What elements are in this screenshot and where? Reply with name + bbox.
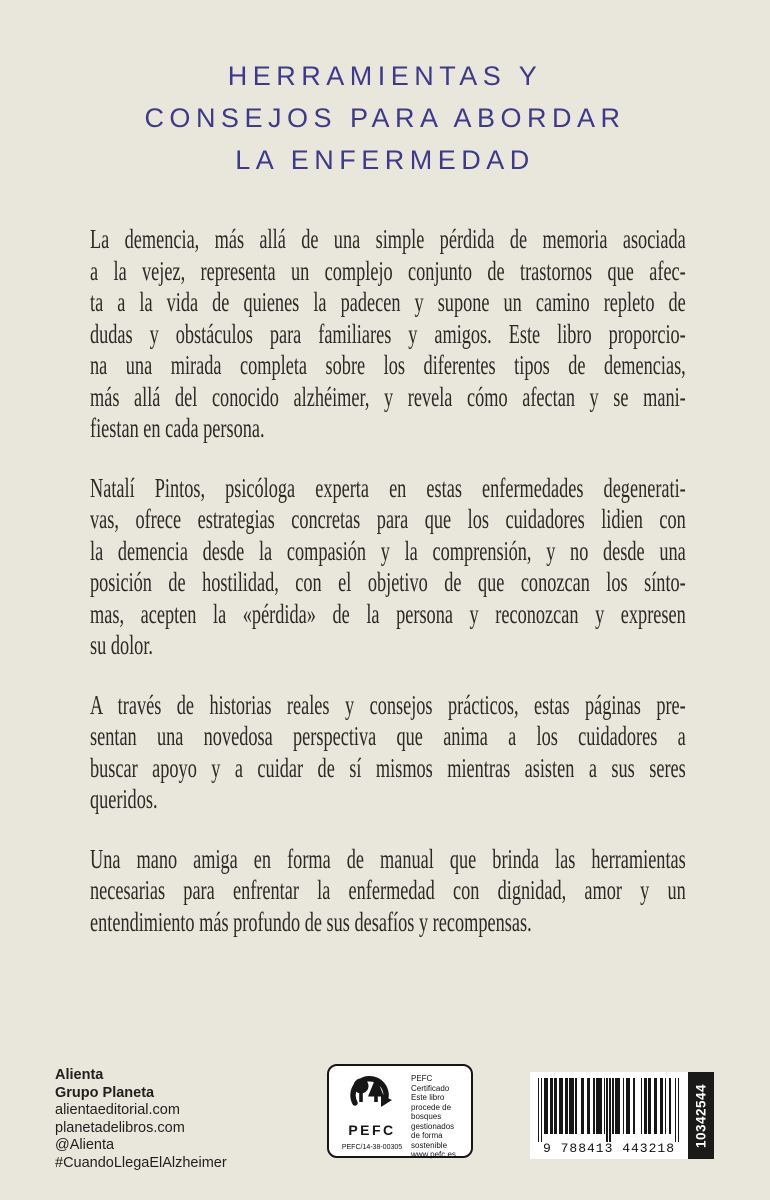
pefc-certified-label: PEFC Certificado — [411, 1074, 450, 1093]
synopsis-line: mas, acepten la «pérdida» de la persona y reconozcan y expresen — [90, 598, 686, 629]
pefc-license-code: PEFC/14-38-00305 — [341, 1144, 403, 1151]
barcode-bar — [644, 1078, 647, 1134]
synopsis-line: a la vejez, representa un complejo conjunto de trastornos que afec- — [90, 255, 686, 286]
barcode-bar — [593, 1078, 594, 1134]
synopsis-line: La demencia, más allá de una simple pérdida de memoria asociada — [90, 224, 686, 254]
product-code-strip — [688, 1072, 714, 1159]
barcode-bar — [665, 1078, 666, 1134]
barcode-bar — [609, 1078, 610, 1142]
synopsis-line: más allá del conocido alzhéimer, y revela cómo afectan y se mani- — [90, 381, 686, 412]
synopsis-line: vas, ofrece estrategias concretas para que los cuidadores lidien con — [90, 504, 686, 534]
synopsis-line: A través de historias reales y consejos prácticos, estas páginas pre- — [90, 689, 686, 720]
synopsis-line: la demencia desde la compasión y la comprensión, y no desde una — [90, 535, 686, 566]
synopsis-line: na una mirada completa sobre los diferentes tipos de demencias, — [90, 350, 686, 380]
pefc-trees-icon — [343, 1071, 401, 1116]
synopsis-line: ta a la vida de quienes la padecen y supone un camino repleto de — [90, 287, 686, 317]
barcode-bar — [544, 1078, 548, 1134]
synopsis-paragraph — [90, 473, 686, 662]
synopsis-line: dudas y obstáculos para familiares y amigos. Este libro proporcio- — [90, 318, 686, 349]
barcode-bar — [587, 1078, 590, 1134]
publisher-link: @Alienta — [55, 1137, 115, 1153]
publisher-link: alientaeditorial.com — [55, 1102, 180, 1118]
barcode-bar — [554, 1078, 557, 1134]
publisher-link: #CuandoLlegaElAlzheimer — [55, 1154, 227, 1171]
barcode-bar — [641, 1078, 642, 1134]
barcode-bar — [678, 1078, 679, 1142]
synopsis-line: su dolor. — [90, 630, 153, 660]
barcode-bar — [669, 1078, 670, 1134]
barcode-bar — [575, 1078, 576, 1134]
synopsis-line: necesarias para enfrentar la enfermedad con dignidad, amor y un — [90, 875, 686, 905]
tagline-line: CONSEJOS PARA ABORDAR — [144, 103, 626, 133]
synopsis-line: entendimiento más profundo de sus desafíos y recompensas. — [90, 906, 532, 937]
barcode-bar — [648, 1078, 651, 1134]
publisher-block — [55, 1067, 227, 1172]
barcode-bar — [538, 1078, 539, 1142]
barcode-bar — [596, 1078, 602, 1134]
synopsis — [90, 224, 686, 966]
barcode-bar — [569, 1078, 573, 1134]
tagline — [0, 55, 770, 181]
barcode-bar — [660, 1078, 663, 1134]
barcode-bar — [606, 1078, 607, 1142]
barcode-bar — [615, 1078, 619, 1134]
barcode-bars — [538, 1078, 680, 1144]
barcode-bar — [604, 1078, 605, 1134]
tagline-line: HERRAMIENTAS Y — [227, 61, 543, 91]
tagline-line: LA ENFERMEDAD — [235, 145, 535, 175]
publisher-name: Alienta — [55, 1067, 104, 1083]
barcode-bar — [565, 1078, 568, 1134]
ean-barcode — [530, 1072, 688, 1159]
pefc-logo-text: PEFC — [348, 1122, 396, 1138]
synopsis-paragraph — [90, 844, 686, 939]
pefc-logo-column — [336, 1071, 408, 1151]
synopsis-line: Natalí Pintos, psicóloga experta en estas enfermedades degenerati- — [90, 472, 686, 503]
synopsis-line: buscar apoyo y a cuidar de sí mismos mientras asisten a sus seres — [90, 752, 686, 783]
barcode-bar — [581, 1078, 584, 1134]
barcode-bar — [559, 1078, 563, 1134]
barcode-bar — [612, 1078, 613, 1134]
synopsis-line: Una mano amiga en forma de manual que brinda las herramientas — [90, 843, 686, 874]
synopsis-line: fiestan en cada persona. — [90, 413, 265, 443]
pefc-text-column — [408, 1071, 465, 1159]
barcode-bar — [550, 1078, 553, 1134]
barcode-bar — [541, 1078, 542, 1142]
barcode-bar — [633, 1078, 634, 1134]
barcode-block — [530, 1072, 714, 1159]
synopsis-paragraph — [90, 690, 686, 816]
barcode-bar — [623, 1078, 624, 1134]
publisher-name: Grupo Planeta — [55, 1084, 155, 1101]
isbn-digits: 9 788413 443218 — [542, 1141, 676, 1156]
barcode-bar — [675, 1078, 676, 1142]
product-code: 10342544 — [693, 1083, 709, 1148]
barcode-bar — [654, 1078, 657, 1134]
pefc-description: Este libro procede de bosques gestionados de forma sostenible — [411, 1093, 455, 1150]
pefc-certification-label — [327, 1064, 473, 1158]
pefc-url: www.pefc.es — [411, 1150, 456, 1159]
synopsis-line: posición de hostilidad, con el objetivo de que conozcan los sínto- — [90, 567, 686, 597]
barcode-bar — [626, 1078, 630, 1134]
synopsis-line: queridos. — [90, 784, 158, 814]
synopsis-line: sentan una novedosa perspectiva que anima a los cuidadores a — [90, 721, 686, 751]
publisher-link: planetadelibros.com — [55, 1119, 185, 1136]
synopsis-paragraph — [90, 224, 686, 445]
